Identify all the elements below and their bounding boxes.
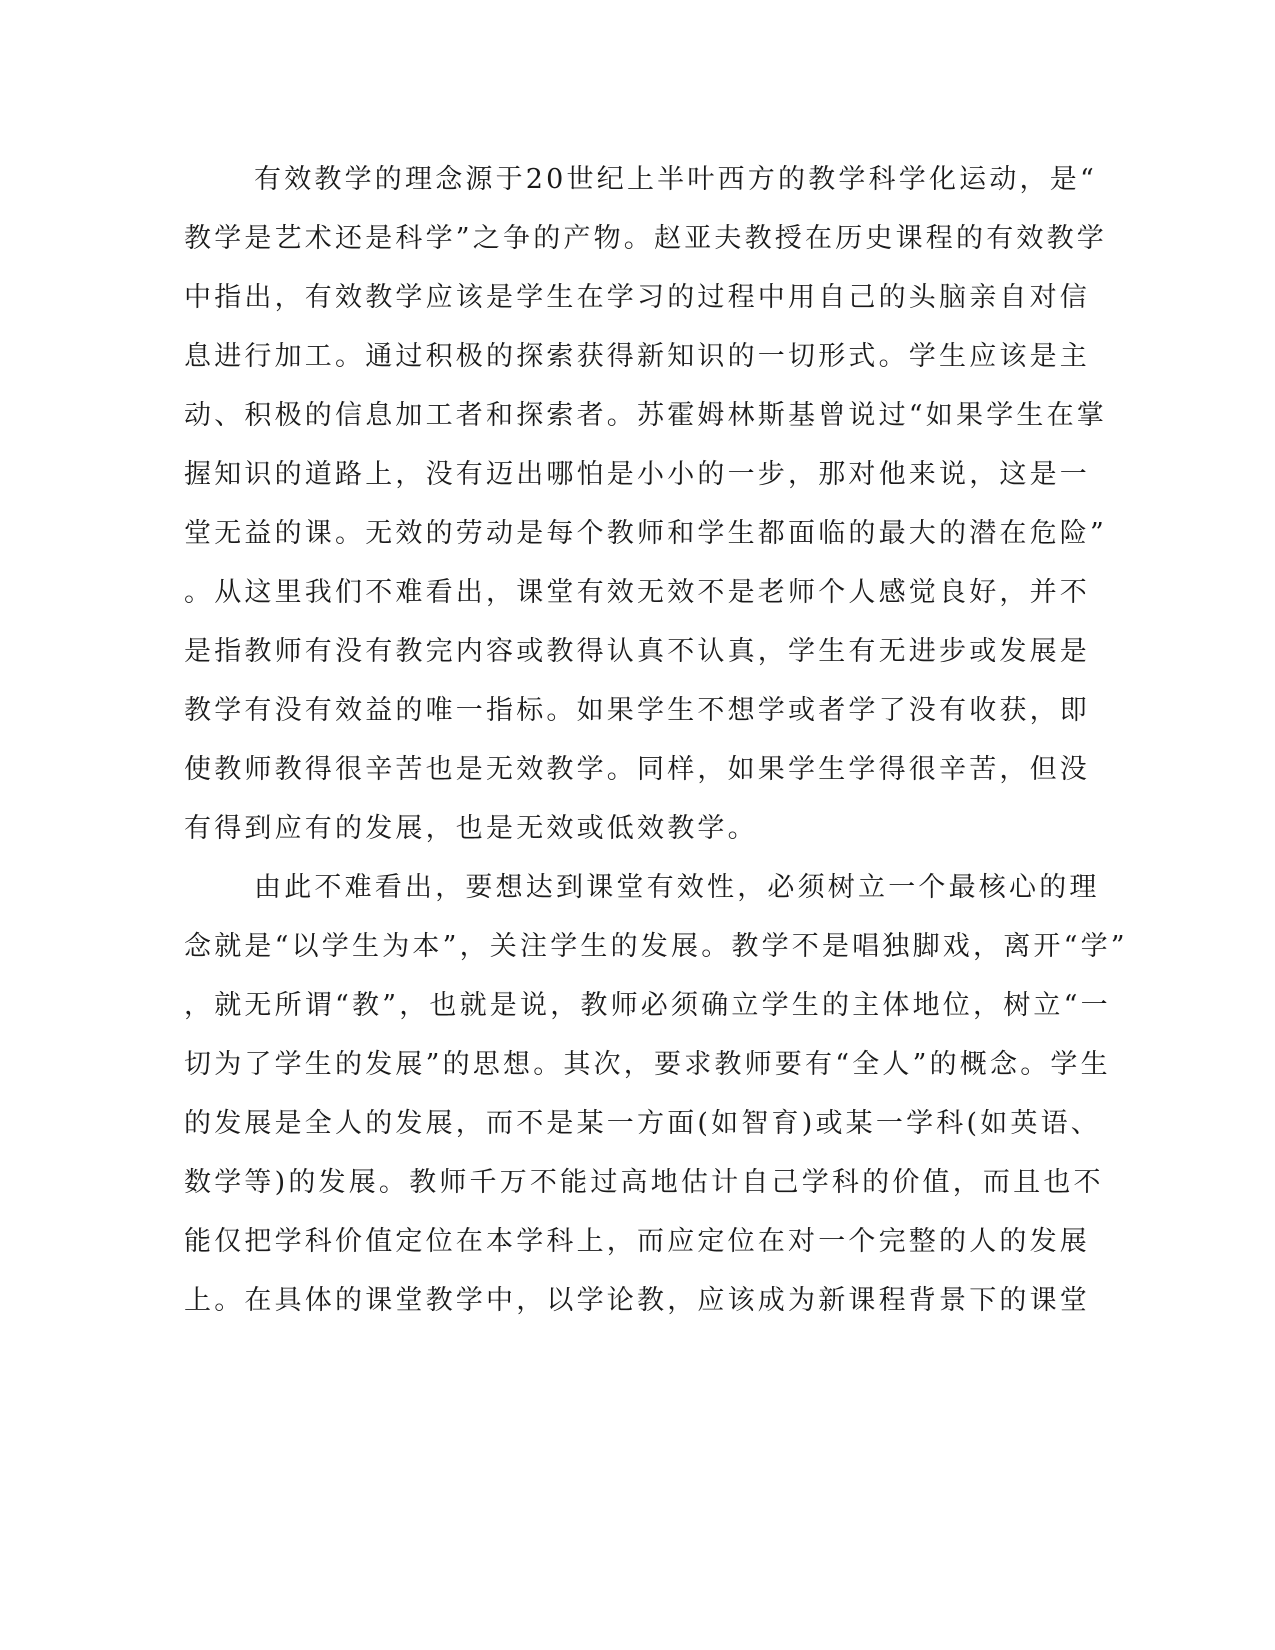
paragraph-line: 是指教师有没有教完内容或教得认真不认真，学生有无进步或发展是 <box>184 636 1090 667</box>
paragraph-line: 念就是“以学生为本”，关注学生的发展。教学不是唱独脚戏，离开“学” <box>184 931 1128 962</box>
paragraph-line: 数学等)的发展。教师千万不能过高地估计自己学科的价值，而且也不 <box>184 1167 1104 1198</box>
paragraph-line: 由此不难看出，要想达到课堂有效性，必须树立一个最核心的理 <box>254 872 1100 903</box>
paragraph-line: 堂无益的课。无效的劳动是每个教师和学生都面临的最大的潜在危险” <box>184 518 1108 549</box>
paragraph-line: 的发展是全人的发展，而不是某一方面(如智育)或某一学科(如英语、 <box>184 1108 1101 1139</box>
paragraph-line: 有效教学的理念源于20世纪上半叶西方的教学科学化运动，是“ <box>254 164 1097 195</box>
paragraph-line: 息进行加工。通过积极的探索获得新知识的一切形式。学生应该是主 <box>184 341 1090 372</box>
paragraph-line: 握知识的道路上，没有迈出哪怕是小小的一步，那对他来说，这是一 <box>184 459 1090 490</box>
paragraph-line: ，就无所谓“教”，也就是说，教师必须确立学生的主体地位，树立“一 <box>184 990 1111 1021</box>
paragraph-line: 。从这里我们不难看出，课堂有效无效不是老师个人感觉良好，并不 <box>184 577 1090 608</box>
paragraph-line: 切为了学生的发展”的思想。其次，要求教师要有“全人”的概念。学生 <box>184 1049 1111 1080</box>
paragraph-line: 使教师教得很辛苦也是无效教学。同样，如果学生学得很辛苦，但没 <box>184 754 1090 785</box>
paragraph-line: 动、积极的信息加工者和探索者。苏霍姆林斯基曾说过“如果学生在掌 <box>184 400 1108 431</box>
paragraph-line: 教学有没有效益的唯一指标。如果学生不想学或者学了没有收获，即 <box>184 695 1090 726</box>
paragraph-line: 中指出，有效教学应该是学生在学习的过程中用自己的头脑亲自对信 <box>184 282 1090 313</box>
paragraph-line: 能仅把学科价值定位在本学科上，而应定位在对一个完整的人的发展 <box>184 1226 1090 1257</box>
paragraph-line: 有得到应有的发展，也是无效或低效教学。 <box>184 813 758 844</box>
paragraph-line: 教学是艺术还是科学”之争的产物。赵亚夫教授在历史课程的有效教学 <box>184 223 1108 254</box>
paragraph-line: 上。在具体的课堂教学中，以学论教，应该成为新课程背景下的课堂 <box>184 1285 1090 1316</box>
